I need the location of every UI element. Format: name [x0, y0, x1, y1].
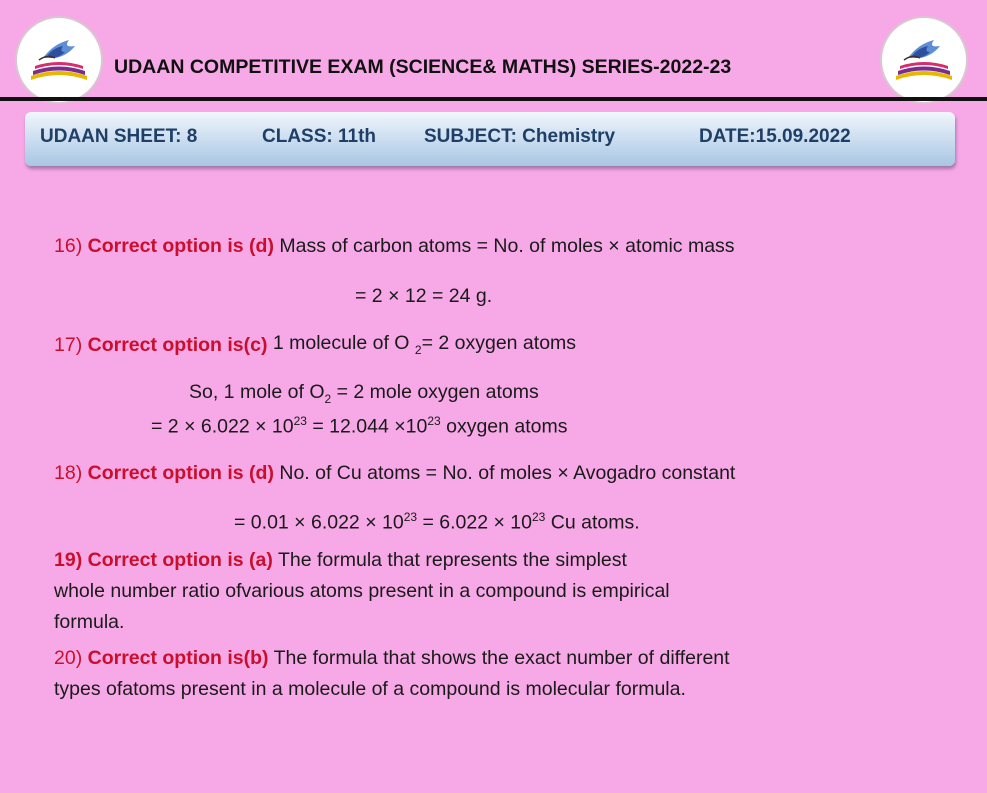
correct-option: Correct option is (a) [87, 549, 273, 571]
udaan-logo-right [880, 16, 968, 104]
info-banner [25, 112, 955, 166]
header-divider [0, 97, 987, 101]
answer-text: The formula that represents the simplest [277, 549, 627, 571]
answer-19-line3: formula. [54, 611, 125, 633]
bird-book-icon [17, 18, 101, 102]
question-number: 16) [54, 235, 83, 257]
answer-17-line2: So, 1 mole of $O_2 = 2$ mole oxygen atoms [189, 381, 539, 406]
question-number: 20) [54, 647, 83, 669]
date-label: DATE:15.09.2022 [699, 126, 851, 147]
answer-17-line3: = $2 \times 6.022 \times 10^{23} = 12.044 \times 10^{23}$ oxygen atoms [151, 414, 568, 438]
bird-book-icon [882, 18, 966, 102]
class-label: CLASS: 11th [262, 126, 377, 147]
answer-20-line2: types ofatoms present in a molecule of a compound is molecular formula. [54, 678, 686, 700]
correct-option: Correct option is(b) [87, 647, 269, 669]
udaan-logo-left [15, 16, 103, 104]
correct-option: Correct option is(c) [87, 334, 268, 356]
answer-19 [54, 549, 627, 572]
sheet-label: UDAAN SHEET: 8 [40, 126, 198, 147]
header-title: UDAAN COMPETITIVE EXAM (SCIENCE& MATHS) SERIES-2022-23 [114, 56, 732, 78]
answer-18 [54, 462, 735, 485]
answer-17 [54, 334, 576, 359]
answer-16 [54, 235, 735, 258]
answer-19-line2: whole number ratio ofvarious atoms present in a compound is empirical [54, 580, 670, 602]
answer-text: No. of Cu atoms = No. of moles × Avogadro constant [279, 462, 736, 484]
question-number: 17) [54, 334, 83, 356]
answer-text: The formula that shows the exact number of different [273, 647, 730, 669]
correct-option: Correct option is (d) [87, 235, 274, 257]
answer-text: 1 molecule of O $_2$= 2 oxygen atoms [272, 332, 577, 357]
subject-label: SUBJECT: Chemistry [424, 126, 616, 147]
answer-16-calc: = 2 × 12 = 24 g. [355, 285, 493, 307]
answer-text: Mass of carbon atoms = No. of moles × atomic mass [279, 235, 735, 257]
answer-18-calc: = $0.01 \times 6.022 \times 10^{23} = 6.022 \times 10^{23}$ Cu atoms. [234, 510, 640, 534]
question-number: 18) [54, 462, 83, 484]
answer-20 [54, 647, 730, 670]
correct-option: Correct option is (d) [87, 462, 274, 484]
question-number: 19) [54, 549, 83, 571]
